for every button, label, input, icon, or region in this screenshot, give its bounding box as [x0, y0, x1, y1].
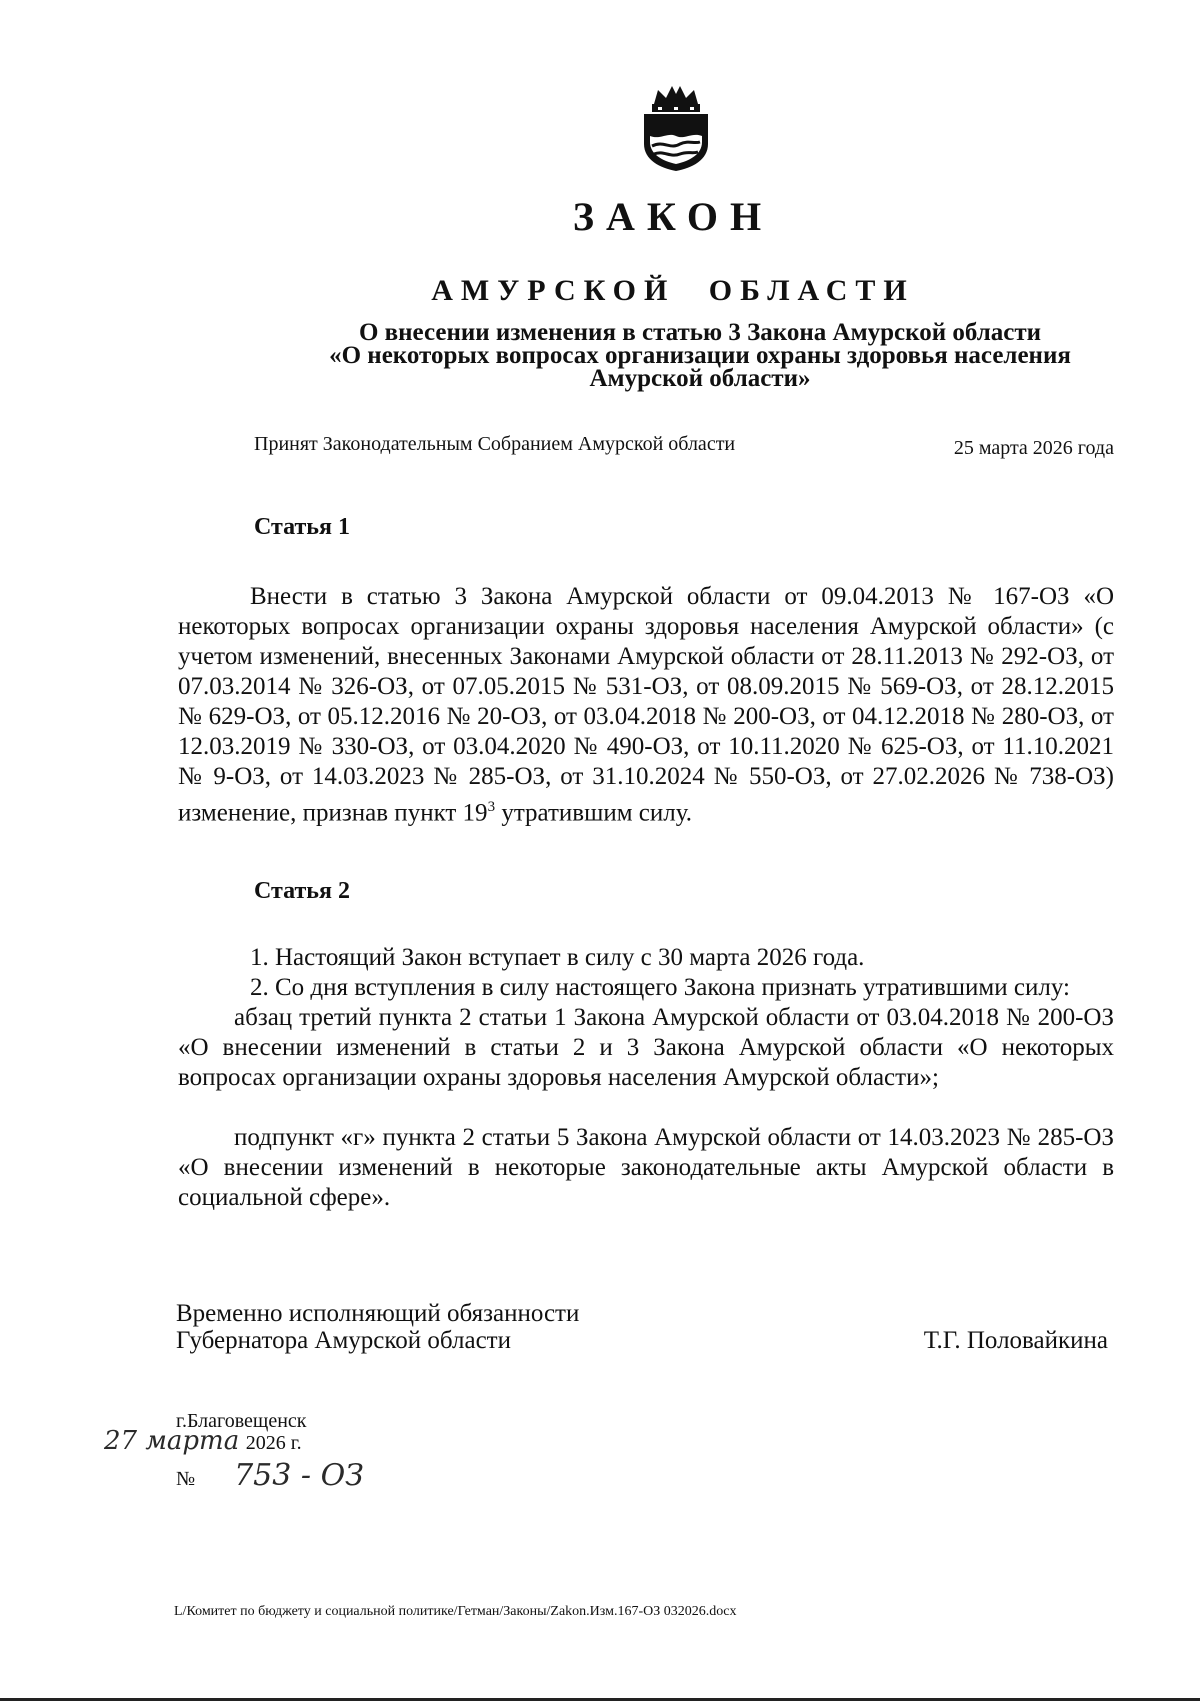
article-2-paragraph-4: подпункт «г» пункта 2 статьи 5 Закона Амурской области от 14.03.2023 № 285-ОЗ «О внесении изменений в некоторые законодательные акты Амурской области в социальной сфере». — [178, 1124, 1114, 1211]
article-2-heading: Статья 2 — [254, 878, 350, 904]
amur-oblast-coat-of-arms-icon — [636, 80, 716, 172]
article-1-heading: Статья 1 — [254, 514, 350, 540]
article-1-text-end: утратившим силу. — [495, 799, 692, 827]
signing-date — [104, 1426, 302, 1456]
subject-line: Амурской области» — [589, 365, 811, 392]
article-1-superscript: 3 — [487, 799, 496, 815]
signatory-name: Т.Г. Половайкина — [923, 1327, 1108, 1354]
article-1-text — [178, 582, 1114, 828]
article-2-paragraph-1: 1. Настоящий Закон вступает в силу с 30 марта 2026 года. — [250, 944, 865, 971]
handwritten-law-number: 753 - ОЗ — [234, 1458, 364, 1493]
adopted-date: 25 марта 2026 года — [953, 437, 1114, 459]
law-subject — [200, 321, 1200, 390]
signatory-title — [176, 1300, 579, 1354]
article-2-paragraph-2: 2. Со дня вступления в силу настоящего Закона признать утратившими силу: — [250, 974, 1070, 1001]
signatory-title-line: Временно исполняющий обязанности — [176, 1300, 580, 1327]
subject-line: «О некоторых вопросах организации охраны здоровья населения — [329, 342, 1071, 369]
law-title: ЗАКОН — [572, 194, 774, 239]
article-1-text-main: Внести в статью 3 Закона Амурской области от 09.04.2013 № 167-ОЗ «О некоторых вопросах организации охраны здоровья населения Амурской области» (с учетом изменений, внесенных Законами Амурской области от 28.11.2013 № 292-ОЗ, от 07.03.2014 № 326-ОЗ, от 07.05.2015 № 531-ОЗ, от 08.09.2015 № 569-ОЗ, от 28.12.2015 № 629-ОЗ, от 05.12.2016 № 20-ОЗ, от 03.04.2018 № 200-ОЗ, от 04.12.2018 № 280-ОЗ, от 12.03.2019 № 330-ОЗ, от 03.04.2020 № 490-ОЗ, от 10.11.2020 № 625-ОЗ, от 11.10.2021 № 9-ОЗ, от 14.03.2023 № 285-ОЗ, от 31.10.2024 № 550-ОЗ, от 27.02.2026 № 738-ОЗ) изменение, признав пункт 19 — [178, 583, 1114, 827]
law-number — [176, 1458, 364, 1493]
handwritten-day-month: 27 марта — [104, 1426, 240, 1456]
number-label: № — [176, 1468, 196, 1490]
city: г.Благовещенск — [176, 1410, 307, 1432]
file-path-footer: L/Комитет по бюджету и социальной политике/Гетман/Законы/Zakon.Изм.167-ОЗ 032026.docx — [174, 1604, 737, 1619]
adopted-by: Принят Законодательным Собранием Амурской области — [254, 433, 736, 455]
subject-line: О внесении изменения в статью 3 Закона Амурской области — [358, 319, 1042, 346]
signatory-title-line: Губернатора Амурской области — [176, 1327, 511, 1354]
signing-year: 2026 г. — [245, 1432, 302, 1454]
article-2-paragraph-3: абзац третий пункта 2 статьи 1 Закона Амурской области от 03.04.2018 № 200-ОЗ «О внесении изменений в статьи 2 и 3 Закона Амурской области «О некоторых вопросах организации охраны здоровья населения Амурской области»; — [178, 1004, 1114, 1091]
region-title: АМУРСКОЙ ОБЛАСТИ — [431, 274, 915, 307]
